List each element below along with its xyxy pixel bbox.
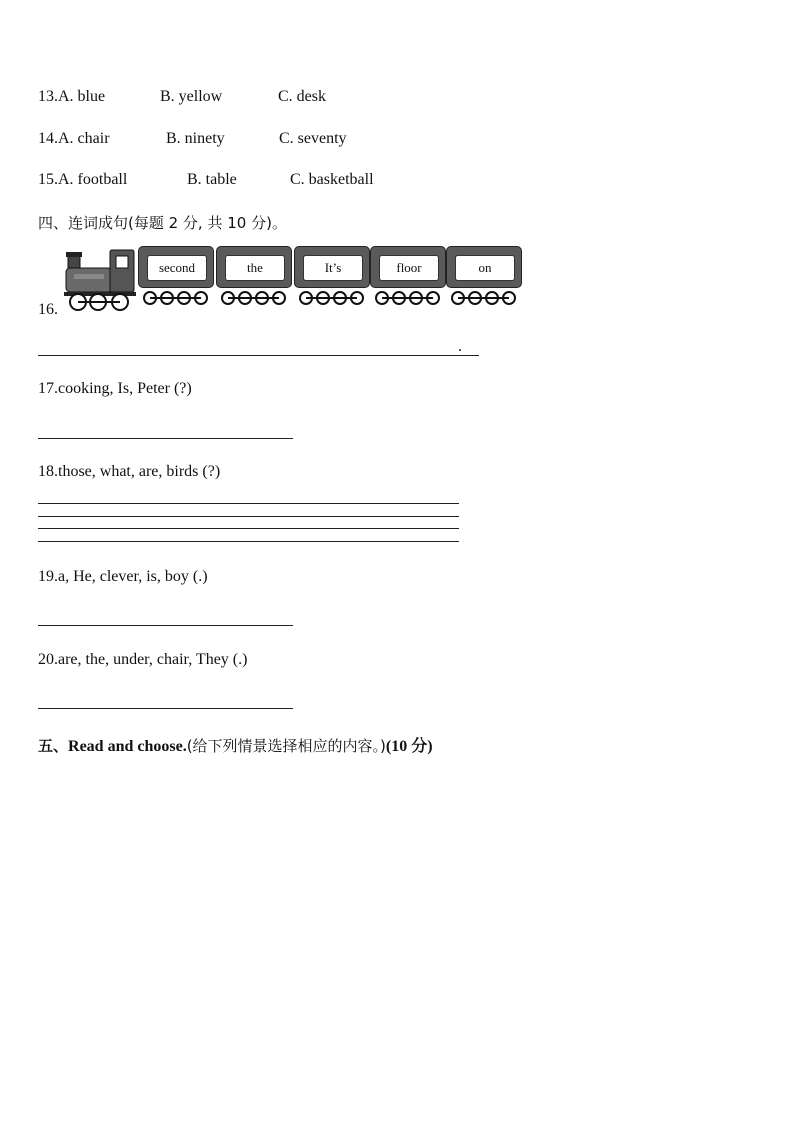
option-a: A. blue — [58, 88, 106, 105]
question-14 — [38, 130, 558, 148]
train-car-5 — [446, 246, 522, 288]
option-a: A. chair — [58, 130, 110, 147]
answer-line-18-c — [38, 528, 459, 529]
question-13 — [38, 88, 558, 106]
word-card: It’s — [303, 255, 363, 281]
train-car-3 — [294, 246, 370, 288]
option-c: C. desk — [278, 88, 326, 105]
section-5-title: Read and choose. — [68, 738, 187, 755]
option-b: B. ninety — [166, 130, 225, 147]
section-5-points: (10 分) — [385, 738, 433, 755]
option-c: C. basketball — [290, 171, 374, 188]
answer-line-18-b — [38, 516, 459, 517]
answer-line-19[interactable] — [38, 625, 293, 626]
option-a: A. football — [58, 171, 128, 188]
word-card: the — [225, 255, 285, 281]
question-20: 20.are, the, under, chair, They (.) — [38, 651, 248, 668]
option-c: C. seventy — [279, 130, 347, 147]
question-number: 15. — [38, 171, 58, 188]
word-card: on — [455, 255, 515, 281]
question-15 — [38, 171, 558, 189]
option-b: B. yellow — [160, 88, 223, 105]
answer-line-16[interactable] — [38, 355, 479, 356]
word-card: floor — [379, 255, 439, 281]
train-wheels — [138, 290, 538, 306]
answer-line-17[interactable] — [38, 438, 293, 439]
answer-line-20[interactable] — [38, 708, 293, 709]
answer-line-18-d — [38, 541, 459, 542]
end-mark: . — [458, 338, 462, 355]
train-car-4 — [370, 246, 446, 288]
word-card: second — [147, 255, 207, 281]
train-engine-icon — [64, 246, 136, 312]
section-5-heading — [38, 733, 433, 756]
question-number: 14. — [38, 130, 58, 147]
train-car-1 — [138, 246, 214, 288]
section-5-instruction: (给下列情景选择相应的内容。) — [186, 737, 386, 755]
question-number: 13. — [38, 88, 58, 105]
question-17: 17.cooking, Is, Peter (?) — [38, 380, 192, 397]
question-19: 19.a, He, clever, is, boy (.) — [38, 568, 208, 585]
question-16-number: 16. — [38, 301, 58, 318]
section-5-prefix: 五、 — [38, 737, 69, 755]
train-car-2 — [216, 246, 292, 288]
question-18: 18.those, what, are, birds (?) — [38, 463, 221, 480]
option-b: B. table — [187, 171, 237, 188]
section-4-heading: 四、连词成句(每题 2 分, 共 10 分)。 — [38, 214, 287, 232]
answer-line-18-a[interactable] — [38, 503, 459, 504]
